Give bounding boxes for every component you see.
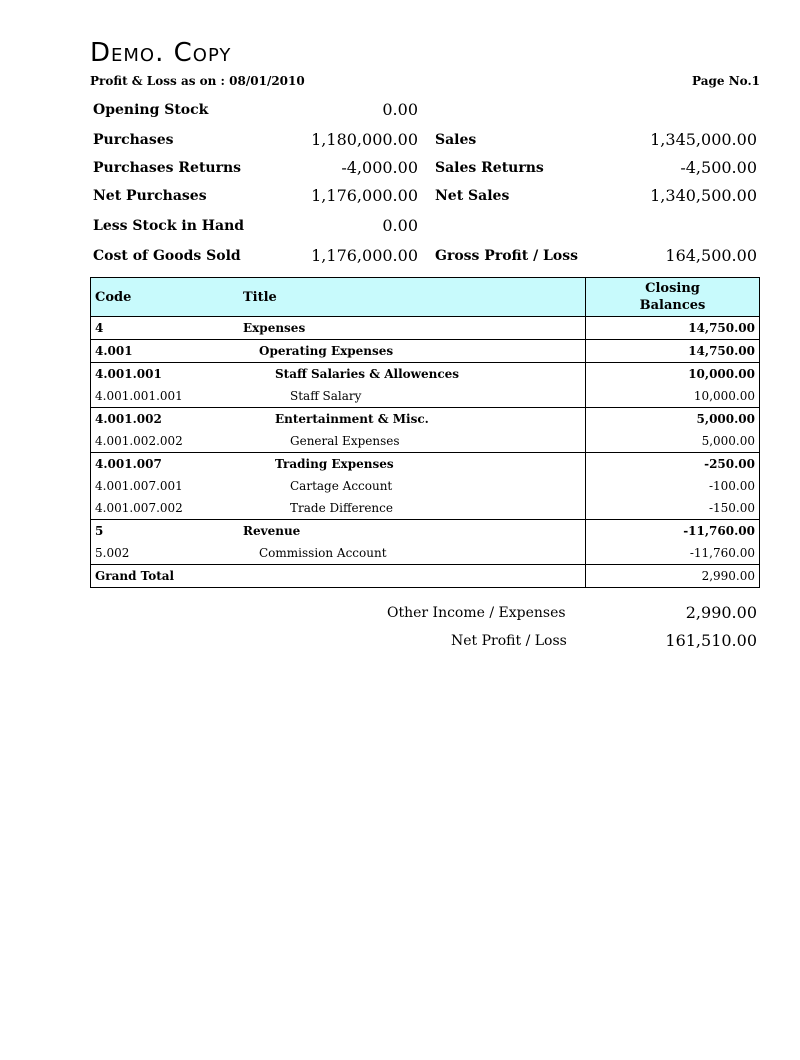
grand-total-row [91, 565, 760, 588]
other-income-label: Other Income / Expenses [387, 605, 566, 621]
closing-balance: 5,000.00 [586, 408, 760, 431]
net-sales-value: 1,340,500.00 [650, 186, 757, 205]
account-title: Staff Salary [239, 385, 586, 408]
table-row [91, 542, 760, 565]
net-purchases-label: Net Purchases [93, 188, 207, 204]
purchases-returns-value: -4,000.00 [341, 158, 418, 177]
account-code: 5 [91, 520, 240, 543]
closing-balance: 10,000.00 [586, 385, 760, 408]
opening-stock-value: 0.00 [382, 100, 418, 119]
account-code: 4.001.007.001 [91, 475, 240, 497]
account-code: 4.001 [91, 340, 240, 363]
account-code: 4.001.007 [91, 453, 240, 476]
table-row [91, 385, 760, 408]
account-code: 4.001.001 [91, 363, 240, 386]
gross-profit-value: 164,500.00 [665, 246, 757, 265]
balance-column-header [586, 278, 760, 317]
title-column-header: Title [239, 278, 586, 317]
closing-balance: -11,760.00 [586, 520, 760, 543]
other-income-value: 2,990.00 [685, 603, 757, 622]
account-code: 4.001.002.002 [91, 430, 240, 453]
account-code: 4.001.007.002 [91, 497, 240, 520]
account-title: Revenue [239, 520, 586, 543]
purchases-label: Purchases [93, 132, 174, 148]
table-row [91, 408, 760, 431]
account-title: Cartage Account [239, 475, 586, 497]
net-profit-value: 161,510.00 [665, 631, 757, 650]
purchases-returns-label: Purchases Returns [93, 160, 242, 176]
cogs-label: Cost of Goods Sold [93, 248, 241, 264]
purchases-value: 1,180,000.00 [311, 130, 418, 149]
closing-balance: 10,000.00 [586, 363, 760, 386]
closing-balance: 14,750.00 [586, 340, 760, 363]
sales-returns-value: -4,500.00 [680, 158, 757, 177]
table-row [91, 363, 760, 386]
table-row [91, 317, 760, 340]
code-column-header: Code [91, 278, 240, 317]
table-row [91, 340, 760, 363]
grand-total-label: Grand Total [91, 565, 240, 588]
net-sales-label: Net Sales [435, 188, 510, 204]
page-number: Page No.1 [692, 74, 760, 88]
table-row [91, 520, 760, 543]
balance-header-line2: Balances [639, 298, 706, 313]
account-title: General Expenses [239, 430, 586, 453]
closing-balance: 5,000.00 [586, 430, 760, 453]
account-code: 4.001.002 [91, 408, 240, 431]
ledger-table [90, 277, 760, 588]
account-title: Staff Salaries & Allowences [239, 363, 586, 386]
report-title: Profit & Loss as on : 08/01/2010 [90, 74, 305, 88]
closing-balance: -150.00 [586, 497, 760, 520]
account-title: Commission Account [239, 542, 586, 565]
closing-balance: -250.00 [586, 453, 760, 476]
sales-value: 1,345,000.00 [650, 130, 757, 149]
account-title: Trade Difference [239, 497, 586, 520]
sales-returns-label: Sales Returns [435, 160, 544, 176]
table-row [91, 497, 760, 520]
sales-label: Sales [435, 132, 477, 148]
account-code: 4.001.001.001 [91, 385, 240, 408]
table-row [91, 453, 760, 476]
balance-header-line1: Closing [645, 281, 700, 296]
less-stock-label: Less Stock in Hand [93, 218, 245, 234]
account-title: Expenses [239, 317, 586, 340]
ledger-header-row [91, 278, 760, 317]
account-code: 5.002 [91, 542, 240, 565]
opening-stock-label: Opening Stock [93, 102, 209, 118]
closing-balance: -11,760.00 [586, 542, 760, 565]
net-purchases-value: 1,176,000.00 [311, 186, 418, 205]
ledger-body [91, 317, 760, 588]
grand-total-spacer [239, 565, 586, 588]
account-title: Trading Expenses [239, 453, 586, 476]
closing-balance: -100.00 [586, 475, 760, 497]
account-title: Operating Expenses [239, 340, 586, 363]
net-profit-label: Net Profit / Loss [451, 633, 567, 649]
cogs-value: 1,176,000.00 [311, 246, 418, 265]
table-row [91, 430, 760, 453]
table-row [91, 475, 760, 497]
account-title: Entertainment & Misc. [239, 408, 586, 431]
grand-total-amount: 2,990.00 [586, 565, 760, 588]
closing-balance: 14,750.00 [586, 317, 760, 340]
company-name: Demo. Copy [90, 38, 232, 68]
account-code: 4 [91, 317, 240, 340]
gross-profit-label: Gross Profit / Loss [435, 248, 579, 264]
less-stock-value: 0.00 [382, 216, 418, 235]
